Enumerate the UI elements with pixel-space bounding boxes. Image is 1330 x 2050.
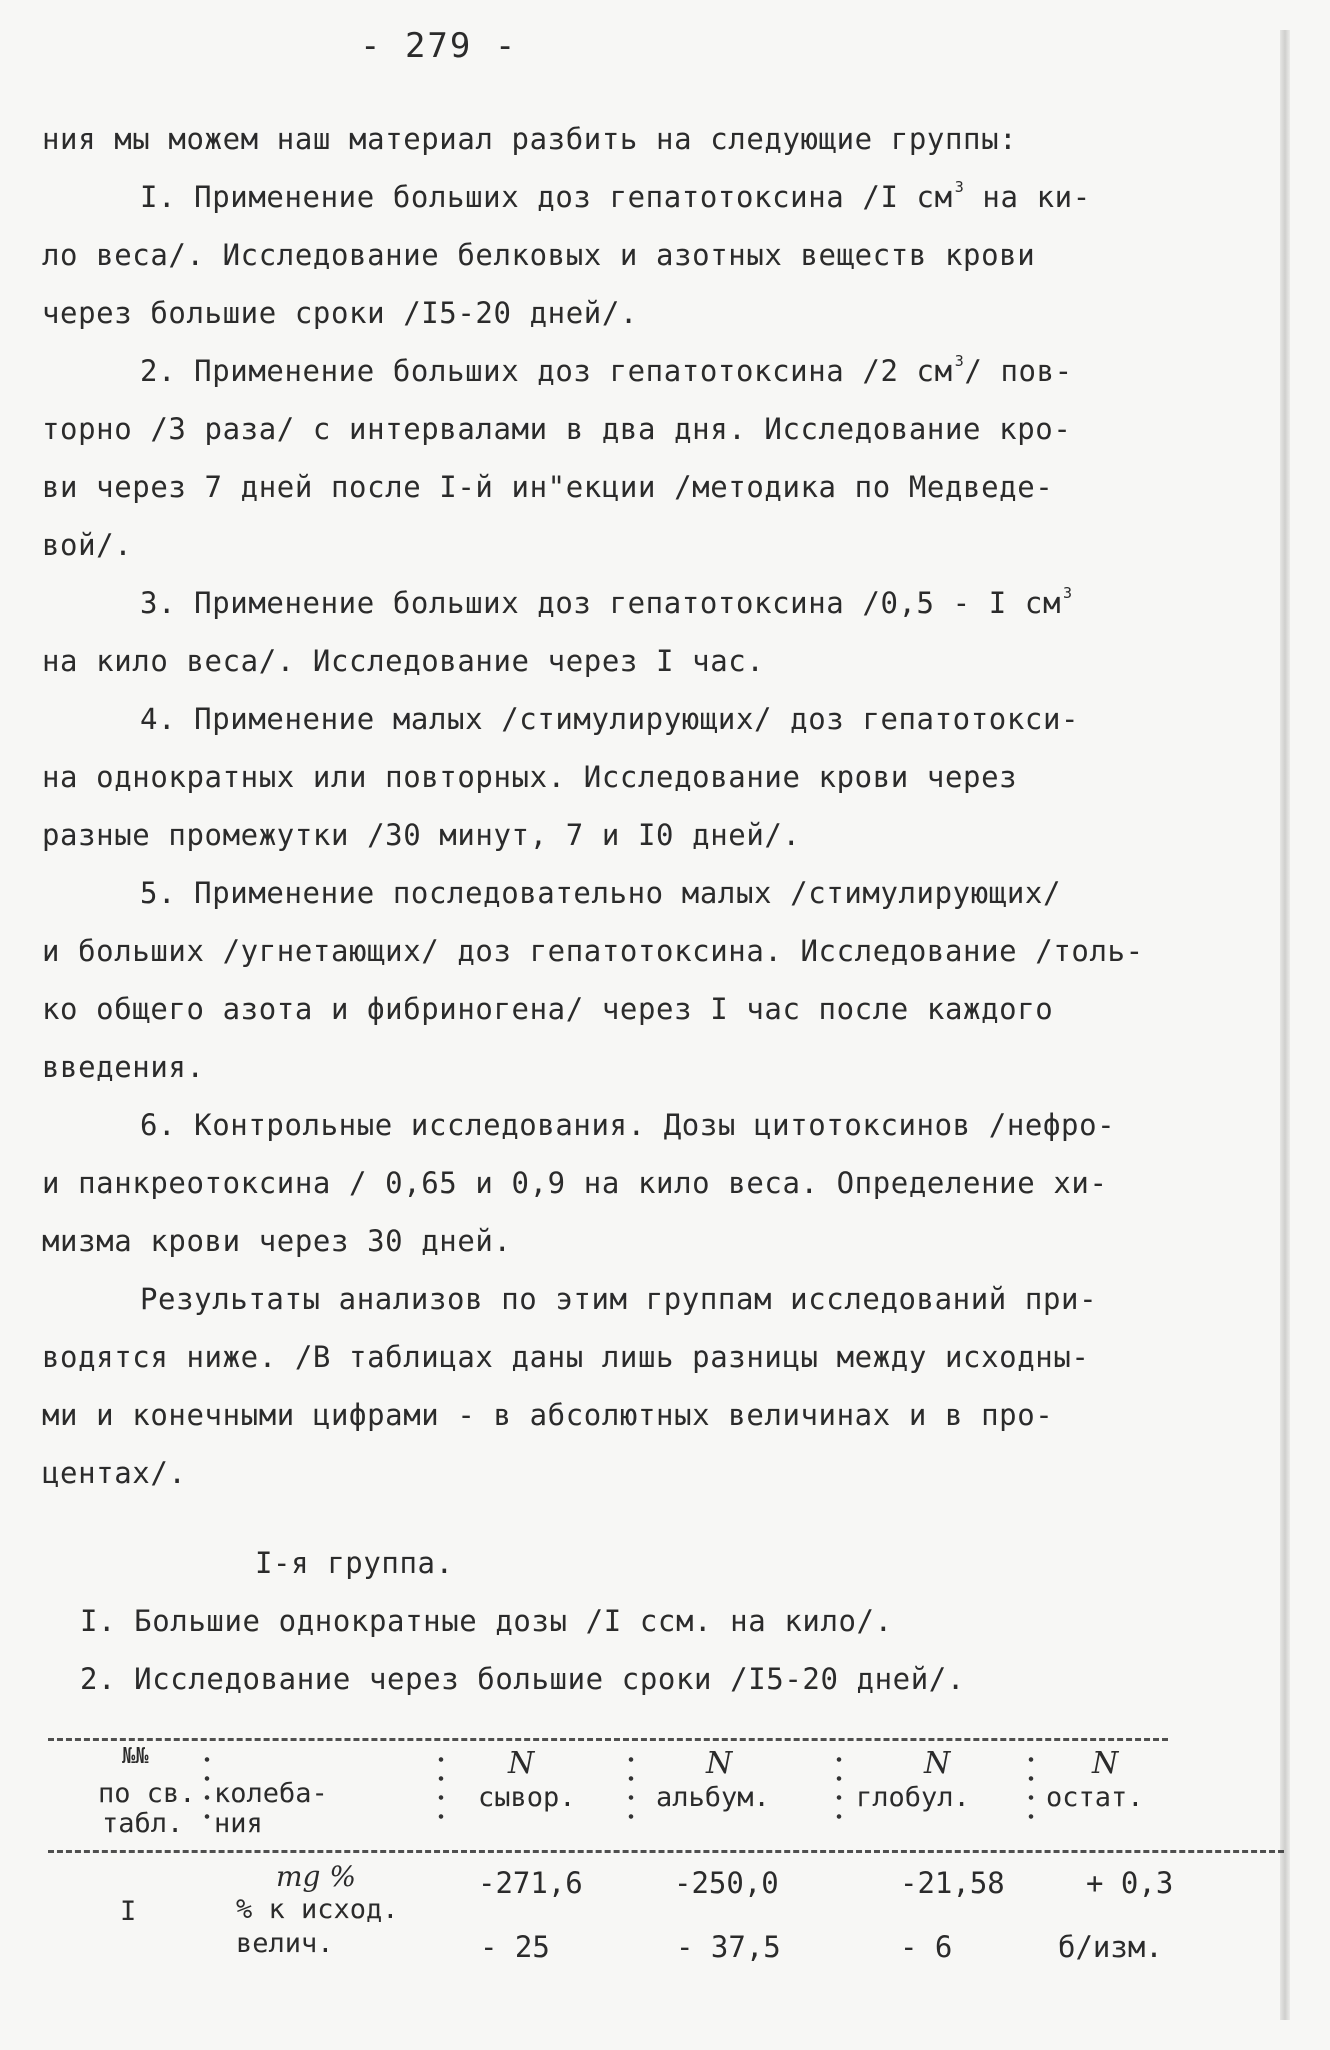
header-cell: сывор. [478, 1782, 576, 1813]
text-line: ми и конечными цифрами - в абсолютных величинах и в про- [42, 1398, 1054, 1432]
text-line-part: I. Применение больших доз гепатотоксина /I см [140, 180, 953, 214]
text-line: ния мы можем наш материал разбить на следующие группы: [42, 122, 1018, 156]
text-line: торно /3 раза/ с интервалами в два дня. Исследование кро- [42, 412, 1072, 446]
header-cell: ния [214, 1808, 263, 1839]
text-line: разные промежутки /30 минут, 7 и I0 дней/. [42, 818, 801, 852]
column-separator [204, 1750, 210, 1830]
text-line-part: 3. Применение больших доз гепатотоксина /0,5 - I см [140, 586, 1062, 620]
header-cell: альбум. [656, 1782, 770, 1813]
text-line-part: 2. Применение больших доз гепатотоксина /2 см [140, 354, 953, 388]
text-line: ко общего азота и фибриногена/ через I час после каждого [42, 992, 1054, 1026]
text-line-part: на ки- [982, 180, 1091, 214]
row-number: I [120, 1896, 137, 1927]
n-symbol: N [508, 1746, 535, 1781]
text-line [140, 586, 1073, 620]
header-number-sign: №№ [122, 1744, 149, 1769]
table-cell: - 37,5 [676, 1930, 781, 1964]
text-line: центах/. [42, 1456, 187, 1490]
table-header-rule [48, 1850, 1284, 1853]
text-line: 5. Применение последовательно малых /стимулирующих/ [140, 876, 1062, 910]
header-cell: табл. [102, 1808, 184, 1839]
table-cell: -250,0 [674, 1866, 779, 1900]
header-cell: по св. [98, 1778, 196, 1809]
text-line: и больших /угнетающих/ доз гепатотоксина. Исследование /толь- [42, 934, 1144, 968]
table-cell: - 6 [900, 1930, 953, 1964]
text-line [140, 354, 1073, 388]
n-symbol: N [1092, 1746, 1119, 1781]
text-line: мизма крови через 30 дней. [42, 1224, 512, 1258]
text-line: на однократных или повторных. Исследование крови через [42, 760, 1018, 794]
table-top-rule [48, 1738, 1168, 1741]
unit-label: велич. [236, 1928, 334, 1959]
table-cell: -21,58 [900, 1866, 1005, 1900]
column-separator [1028, 1750, 1034, 1830]
text-line: ви через 7 дней после I-й ин"екции /методика по Медведе- [42, 470, 1054, 504]
superscript: 3 [954, 352, 965, 371]
text-line: водятся ниже. /В таблицах даны лишь разницы между исходны- [42, 1340, 1090, 1374]
column-separator [628, 1750, 634, 1830]
text-line: введения. [42, 1050, 205, 1084]
n-symbol: N [706, 1746, 733, 1781]
text-line: ло веса/. Исследование белковых и азотных веществ крови [42, 238, 1036, 272]
text-line: через большие сроки /I5-20 дней/. [42, 296, 638, 330]
group-item: I. Большие однократные дозы /I ссм. на кило/. [80, 1604, 893, 1638]
table-cell: б/изм. [1058, 1930, 1163, 1964]
text-line: вой/. [42, 528, 133, 562]
group-title: I-я группа. [255, 1546, 454, 1580]
text-line: Результаты анализов по этим группам исследований при- [140, 1282, 1098, 1316]
unit-label: mg % [276, 1860, 356, 1893]
unit-label: % к исход. [236, 1894, 399, 1925]
column-separator [836, 1750, 842, 1830]
table-cell: - 25 [480, 1930, 550, 1964]
text-line [140, 180, 1091, 214]
page-number: - 279 - [360, 26, 518, 66]
text-line: 6. Контрольные исследования. Дозы цитотоксинов /нефро- [140, 1108, 1116, 1142]
header-cell: остат. [1046, 1782, 1144, 1813]
column-separator [438, 1750, 444, 1830]
table-cell: -271,6 [478, 1866, 583, 1900]
table-cell: + 0,3 [1086, 1866, 1174, 1900]
text-line: 4. Применение малых /стимулирующих/ доз гепатотокси- [140, 702, 1080, 736]
superscript: 3 [954, 178, 965, 197]
superscript: 3 [1063, 584, 1073, 603]
header-cell: колеба- [214, 1778, 328, 1809]
text-line: на кило веса/. Исследование через I час. [42, 644, 765, 678]
page-edge-shadow [1280, 30, 1290, 2020]
group-item: 2. Исследование через большие сроки /I5-20 дней/. [80, 1662, 965, 1696]
text-line-part: / пов- [964, 354, 1073, 388]
text-line: и панкреотоксина / 0,65 и 0,9 на кило веса. Определение хи- [42, 1166, 1108, 1200]
header-cell: глобул. [856, 1782, 970, 1813]
n-symbol: N [924, 1746, 951, 1781]
